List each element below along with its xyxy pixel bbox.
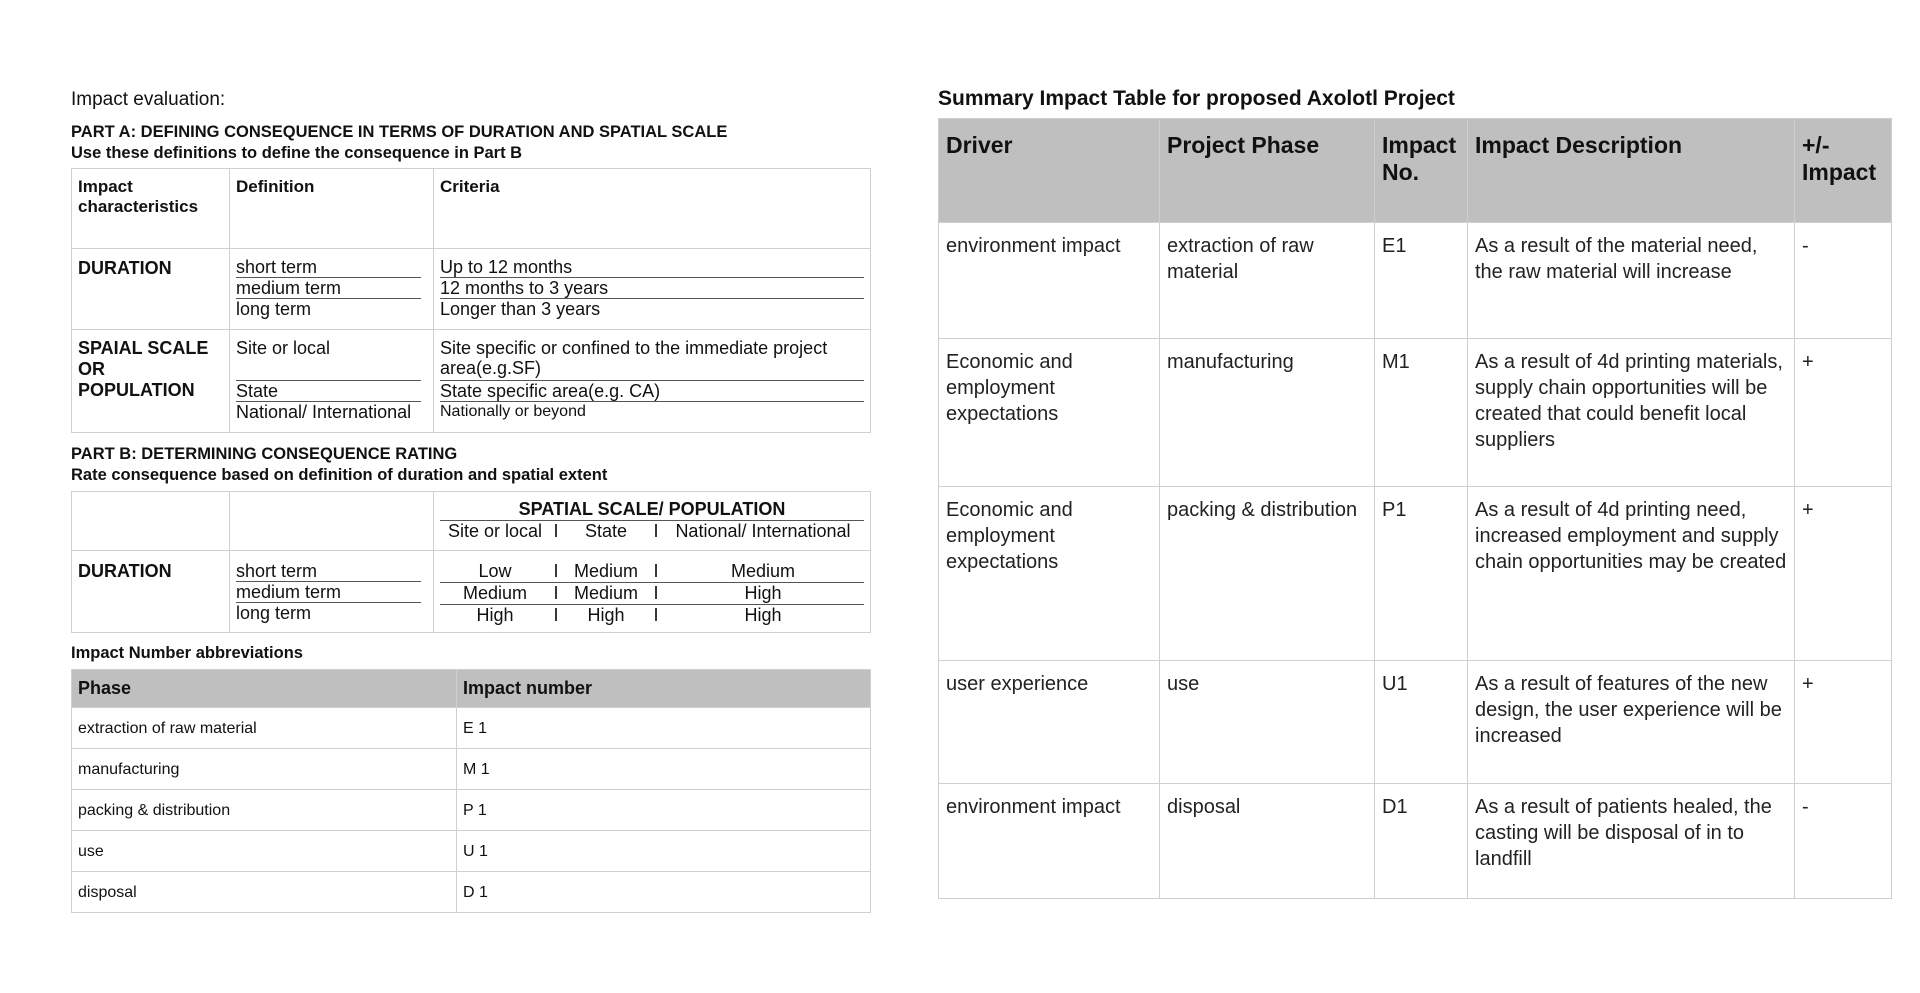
- description-cell: As a result of patients healed, the casting will be disposal of in to landfill: [1468, 784, 1795, 899]
- part-b-table: [71, 491, 871, 633]
- header-impact-number: Impact number: [457, 670, 871, 708]
- col-separator: I: [653, 521, 659, 541]
- rating-values-medium: [440, 583, 864, 605]
- rating-duration-label: DURATION: [78, 561, 172, 581]
- phase-cell: use: [1160, 661, 1375, 784]
- description-cell: As a result of 4d printing materials, supply chain opportunities will be created that could benefit local suppliers: [1468, 339, 1795, 487]
- abbreviations-header-row: [72, 670, 871, 708]
- rating-value: High: [744, 583, 782, 603]
- summary-header-row: [939, 119, 1892, 223]
- col-national: National/ International: [675, 521, 851, 541]
- impact-no-cell: E1: [1375, 223, 1468, 339]
- impact-no-cell: D1: [1375, 784, 1468, 899]
- rating-separator: I: [553, 605, 559, 625]
- spatial-crit-state: State specific area(e.g. CA): [440, 381, 864, 402]
- rating-value: High: [476, 605, 514, 625]
- impact-sign-cell: -: [1795, 223, 1892, 339]
- header-project-phase: Project Phase: [1160, 119, 1375, 223]
- table-row: [939, 223, 1892, 339]
- rating-value: Medium: [730, 561, 796, 581]
- col-site-or-local: Site or local: [447, 521, 543, 541]
- rating-separator: I: [653, 561, 659, 581]
- part-a-header-row: [72, 169, 871, 249]
- summary-table-title: Summary Impact Table for proposed Axolotl Project: [938, 87, 1455, 110]
- impact-no-cell: U1: [1375, 661, 1468, 784]
- table-row: [939, 487, 1892, 661]
- rating-separator: I: [653, 605, 659, 625]
- phase-cell: manufacturing: [1160, 339, 1375, 487]
- summary-impact-table: [938, 118, 1892, 899]
- part-b-title: [71, 444, 607, 486]
- driver-cell: environment impact: [939, 784, 1160, 899]
- header-driver: Driver: [939, 119, 1160, 223]
- rating-value: Medium: [573, 583, 639, 603]
- duration-def-medium: medium term: [236, 278, 421, 299]
- table-row: [72, 831, 871, 872]
- spatial-crit-national: Nationally or beyond: [440, 403, 586, 420]
- spatial-def-national: National/ International: [236, 402, 412, 422]
- driver-cell: user experience: [939, 661, 1160, 784]
- driver-cell: Economic and employment expectations: [939, 487, 1160, 661]
- rating-value: High: [744, 605, 782, 625]
- rating-value: Medium: [573, 561, 639, 581]
- abbr-number: U 1: [457, 831, 871, 872]
- part-a-title: [71, 122, 727, 164]
- phase-cell: packing & distribution: [1160, 487, 1375, 661]
- abbr-number: D 1: [457, 872, 871, 913]
- spatial-def-state: State: [236, 381, 421, 402]
- table-row: [72, 708, 871, 749]
- rating-separator: I: [553, 561, 559, 581]
- duration-row: [72, 249, 871, 330]
- spatial-def-site: Site or local: [236, 338, 421, 381]
- impact-sign-cell: +: [1795, 487, 1892, 661]
- header-definition: Definition: [236, 177, 315, 196]
- duration-crit-short: Up to 12 months: [440, 257, 864, 278]
- rating-separator: I: [553, 583, 559, 603]
- description-cell: As a result of 4d printing need, increased employment and supply chain opportunities may be created: [1468, 487, 1795, 661]
- table-row: [72, 790, 871, 831]
- impact-no-cell: M1: [1375, 339, 1468, 487]
- part-b-header-row: [72, 492, 871, 551]
- table-row: [939, 661, 1892, 784]
- rating-term-long: long term: [236, 603, 312, 623]
- impact-evaluation-heading: Impact evaluation:: [71, 89, 226, 110]
- driver-cell: Economic and employment expectations: [939, 339, 1160, 487]
- rating-term-medium: medium term: [236, 582, 421, 603]
- table-row: [72, 872, 871, 913]
- rating-separator: I: [653, 583, 659, 603]
- header-impact-description: Impact Description: [1468, 119, 1795, 223]
- duration-crit-long: Longer than 3 years: [440, 299, 601, 319]
- description-cell: As a result of features of the new design, the user experience will be increased: [1468, 661, 1795, 784]
- spatial-scale-header: SPATIAL SCALE/ POPULATION: [440, 499, 864, 521]
- header-criteria: Criteria: [440, 177, 500, 196]
- rating-value: Medium: [462, 583, 528, 603]
- header-phase: Phase: [72, 670, 457, 708]
- abbr-number: M 1: [457, 749, 871, 790]
- abbr-phase: extraction of raw material: [72, 708, 457, 749]
- header-impact-characteristics: Impact characteristics: [78, 177, 199, 216]
- duration-def-long: long term: [236, 299, 312, 319]
- duration-crit-medium: 12 months to 3 years: [440, 278, 864, 299]
- abbr-phase: manufacturing: [72, 749, 457, 790]
- abbr-phase: disposal: [72, 872, 457, 913]
- table-row: [939, 339, 1892, 487]
- rating-row: [72, 551, 871, 633]
- col-separator: I: [553, 521, 559, 541]
- part-b-subtitle: Rate consequence based on definition of duration and spatial extent: [71, 466, 608, 484]
- col-state: State: [584, 521, 628, 541]
- abbreviations-table: [71, 669, 871, 913]
- part-a-heading: PART A: DEFINING CONSEQUENCE IN TERMS OF DURATION AND SPATIAL SCALE: [71, 123, 728, 141]
- table-row: [939, 784, 1892, 899]
- driver-cell: environment impact: [939, 223, 1160, 339]
- phase-cell: disposal: [1160, 784, 1375, 899]
- impact-sign-cell: +: [1795, 661, 1892, 784]
- abbr-phase: packing & distribution: [72, 790, 457, 831]
- header-impact-no: Impact No.: [1375, 119, 1468, 223]
- spatial-label: SPAIAL SCALE OR POPULATION: [78, 338, 209, 400]
- part-b-heading: PART B: DETERMINING CONSEQUENCE RATING: [71, 445, 458, 463]
- impact-sign-cell: -: [1795, 784, 1892, 899]
- spatial-row: [72, 330, 871, 433]
- impact-no-cell: P1: [1375, 487, 1468, 661]
- impact-sign-cell: +: [1795, 339, 1892, 487]
- abbr-phase: use: [72, 831, 457, 872]
- rating-value: High: [587, 605, 625, 625]
- abbreviations-title: Impact Number abbreviations: [71, 644, 303, 662]
- duration-label: DURATION: [78, 258, 172, 278]
- description-cell: As a result of the material need, the raw material will increase: [1468, 223, 1795, 339]
- spatial-crit-site: Site specific or confined to the immediate project area(e.g.SF): [440, 338, 864, 381]
- rating-term-short: short term: [236, 561, 421, 582]
- rating-values-short: [440, 561, 864, 583]
- part-a-table: [71, 168, 871, 433]
- spatial-columns: [440, 521, 864, 542]
- phase-cell: extraction of raw material: [1160, 223, 1375, 339]
- duration-def-short: short term: [236, 257, 421, 278]
- abbr-number: P 1: [457, 790, 871, 831]
- table-row: [72, 749, 871, 790]
- part-a-subtitle: Use these definitions to define the consequence in Part B: [71, 144, 523, 162]
- header-plus-minus-impact: +/- Impact: [1795, 119, 1892, 223]
- abbr-number: E 1: [457, 708, 871, 749]
- rating-values-long: [440, 605, 864, 626]
- rating-value: Low: [478, 561, 512, 581]
